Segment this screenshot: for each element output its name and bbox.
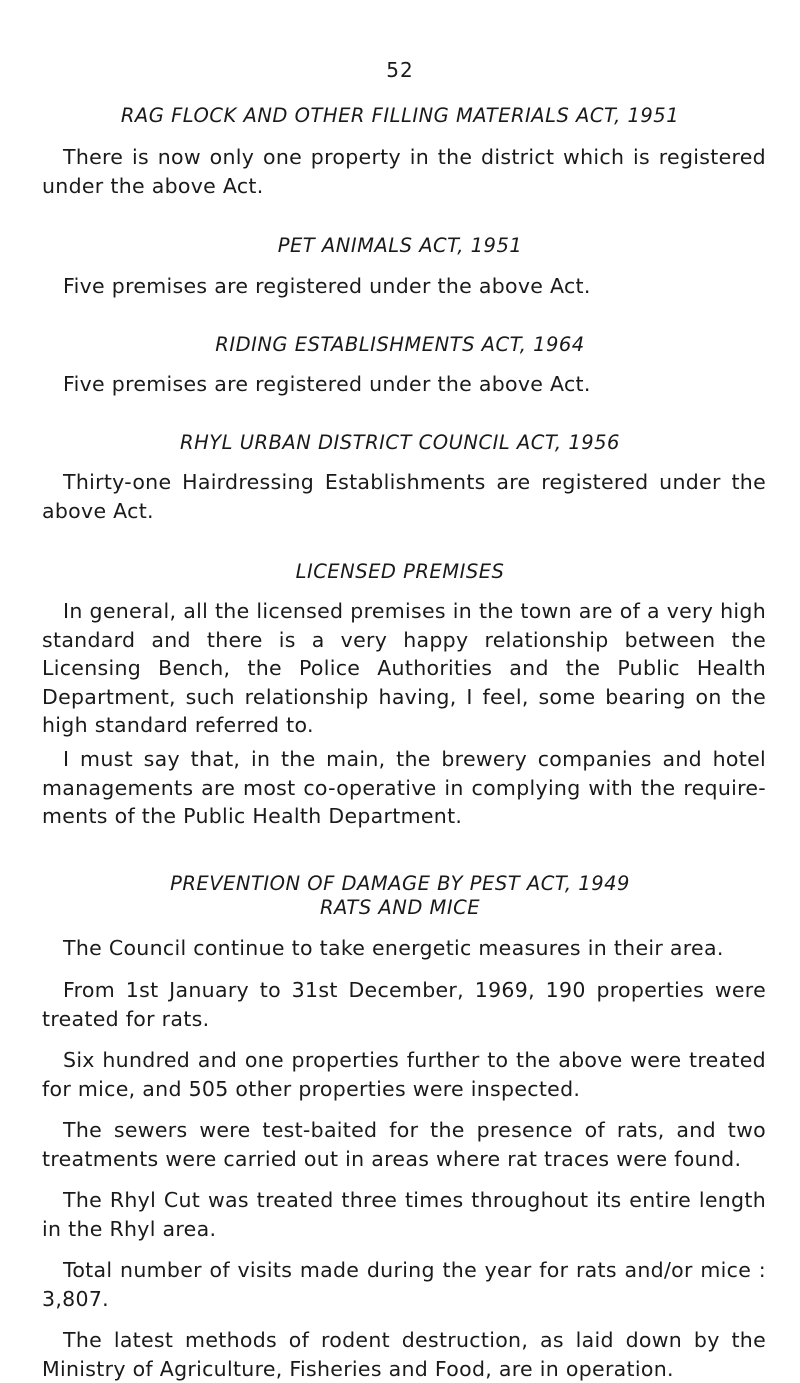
paragraph-pest-7: The latest methods of rodent destruction, as laid down by the Ministry of Agriculture, Fisheries and Food, are in operation. — [42, 1328, 766, 1381]
paragraph-riding-establishments: Five premises are registered under the above Act. — [63, 372, 591, 396]
paragraph-pest-6: Total number of visits made during the year for rats and/or mice : 3,807. — [42, 1258, 766, 1311]
page-number: 52 — [386, 58, 414, 82]
paragraph-pest-3: Six hundred and one properties further to the above were treated for mice, and 505 other properties were inspected. — [42, 1048, 766, 1101]
section-heading-licensed-premises: LICENSED PREMISES — [295, 560, 505, 583]
paragraph-pest-1: The Council continue to take energetic measures in their area. — [63, 936, 724, 960]
paragraph-pest-4: The sewers were test-baited for the presence of rats, and two treatments were carried out in areas where rat traces were found. — [42, 1118, 766, 1171]
paragraph-pet-animals: Five premises are registered under the above Act. — [63, 274, 591, 298]
paragraph-pest-5: The Rhyl Cut was treated three times throughout its entire length in the Rhyl area. — [42, 1188, 766, 1241]
section-heading-rag-flock-act: RAG FLOCK AND OTHER FILLING MATERIALS ACT, 1951 — [120, 104, 680, 127]
section-subheading-rats-and-mice: RATS AND MICE — [319, 896, 481, 919]
section-heading-rhyl-udc-act: RHYL URBAN DISTRICT COUNCIL ACT, 1956 — [180, 431, 620, 454]
section-heading-pet-animals-act: PET ANIMALS ACT, 1951 — [277, 234, 523, 257]
paragraph-pest-2: From 1st January to 31st December, 1969, 190 properties were treated for rats. — [42, 978, 766, 1031]
paragraph-rhyl-udc: Thirty-one Hairdressing Establishments are registered under the above Act. — [42, 470, 766, 523]
paragraph-rag-flock: There is now only one property in the district which is registered under the above Act. — [42, 145, 766, 198]
section-heading-prevention-of-damage-act: PREVENTION OF DAMAGE BY PEST ACT, 1949 — [170, 872, 630, 895]
section-heading-riding-establishments-act: RIDING ESTABLISHMENTS ACT, 1964 — [215, 333, 585, 356]
paragraph-licensed-premises-1: In general, all the licensed premises in the town are of a very high standard and there is a very happy relationship between the Licensing Bench, the Police Authorities and the Public Health Department, such relationship having, I feel, some bearing on the high standard referred to. — [42, 599, 766, 737]
paragraph-licensed-premises-2: I must say that, in the main, the brewery companies and hotel managements are most co-operative in complying with the require- ments of the Public Health Department. — [42, 747, 766, 828]
